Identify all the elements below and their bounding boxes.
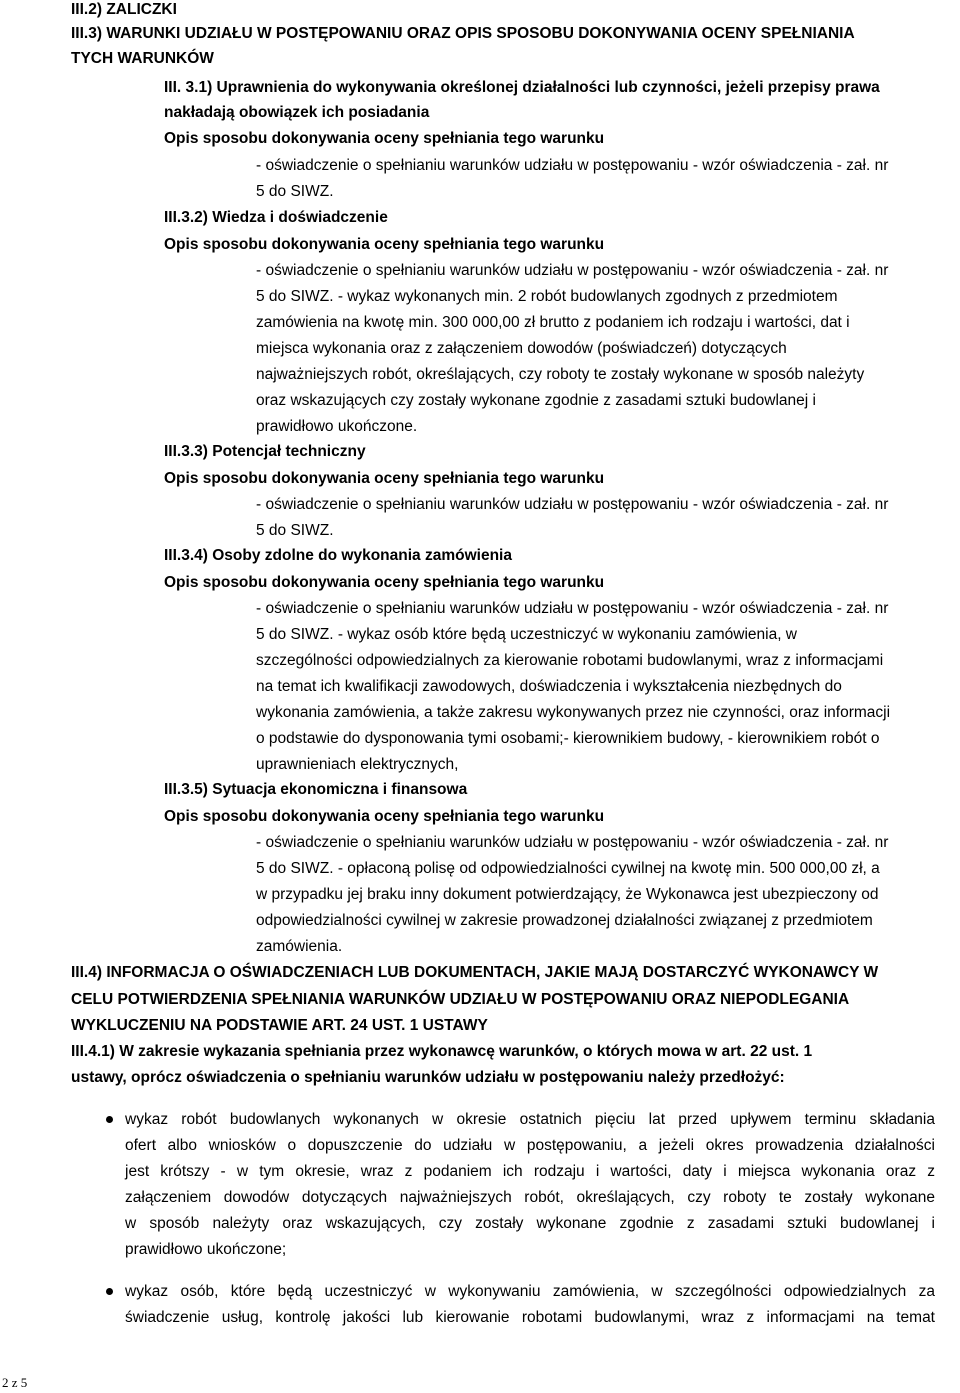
s32-text-line: prawidłowo ukończone. — [256, 418, 418, 435]
page-number: 2 z 5 — [2, 1375, 28, 1390]
s34-text-line: wykonania zamówienia, a także zakresu wykonywanych przez nie czynności, oraz informacji — [256, 704, 891, 721]
oswiadczenie-line: - oświadczenie o spełnianiu warunków udziału w postępowaniu - wzór oświadczenia - zał. nr — [256, 157, 889, 174]
s34-text-line: 5 do SIWZ. - wykaz osób które będą uczestniczyć w wykonaniu zamówienia, w — [256, 626, 798, 643]
opis-label: Opis sposobu dokonywania oceny spełniania tego warunku — [164, 236, 605, 253]
s35-text-line: 5 do SIWZ. - opłaconą polisę od odpowiedzialności cywilnej na kwotę min. 500 000,00 zł, a — [256, 860, 880, 877]
bullet-line: w sposób należyty oraz wskazujących, czy zostały wykonane zgodnie z zasadami sztuki budowlanej i — [125, 1215, 935, 1232]
bullet-line: wykaz robót budowlanych wykonanych w okresie ostatnich pięciu lat przed upływem terminu składania — [125, 1111, 935, 1128]
heading-s35: III.3.5) Sytuacja ekonomiczna i finansowa — [164, 781, 468, 798]
s35-text-line: odpowiedzialności cywilnej w zakresie prowadzonej działalności związanej z przedmiotem — [256, 912, 873, 929]
opis-label: Opis sposobu dokonywania oceny spełniania tego warunku — [164, 130, 605, 147]
oswiadczenie-line: - oświadczenie o spełnianiu warunków udziału w postępowaniu - wzór oświadczenia - zał. nr — [256, 262, 889, 279]
heading-s34: III.3.4) Osoby zdolne do wykonania zamówienia — [164, 547, 512, 564]
s32-text-line: 5 do SIWZ. - wykaz wykonanych min. 2 robót budowlanych zgodnych z przedmiotem — [256, 288, 838, 305]
bullet-line: prawidłowo ukończone; — [125, 1241, 287, 1258]
s34-text-line: uprawnieniach elektrycznych, — [256, 756, 459, 773]
heading-s41-line1: III.4.1) W zakresie wykazania spełniania przez wykonawcę warunków, o których mowa w art. 22 ust. 1 — [71, 1043, 813, 1060]
s32-text-line: oraz wskazujących czy zostały wykonane zgodnie z zasadami sztuki budowlanej i — [256, 392, 816, 409]
bullet-dot — [106, 1288, 113, 1295]
heading-s31-line1: III. 3.1) Uprawnienia do wykonywania określonej działalności lub czynności, jeżeli przepisy prawa — [164, 79, 880, 96]
s32-text-line: najważniejszych robót, określających, czy roboty te zostały wykonane w sposób należyty — [256, 366, 865, 383]
heading-s41-line2: ustawy, oprócz oświadczenia o spełnianiu warunków udziału w postępowaniu należy przedłożyć: — [71, 1069, 785, 1086]
heading-s4-line3: WYKLUCZENIU NA PODSTAWIE ART. 24 UST. 1 USTAWY — [71, 1017, 488, 1034]
s35-text-line: w przypadku jej braku inny dokument potwierdzający, że Wykonawca jest ubezpieczony od — [256, 886, 879, 903]
heading-s4-line2: CELU POTWIERDZENIA SPEŁNIANIA WARUNKÓW UDZIAŁU W POSTĘPOWANIU ORAZ NIEPODLEGANIA — [71, 991, 850, 1008]
s34-text-line: na temat ich kwalifikacji zawodowych, doświadczenia i wykształcenia niezbędnych do — [256, 678, 842, 695]
heading-s33: III.3.3) Potencjał techniczny — [164, 443, 366, 460]
oswiadczenie-line: - oświadczenie o spełnianiu warunków udziału w postępowaniu - wzór oświadczenia - zał. nr — [256, 834, 889, 851]
bullet-line: jest krótszy - w tym okresie, wraz z podaniem ich rodzaju i wartości, daty i miejsca wykonania oraz z — [125, 1163, 935, 1180]
s34-text-line: o podstawie do dysponowania tymi osobami;- kierownikiem budowy, - kierownikiem robót o — [256, 730, 880, 747]
opis-label: Opis sposobu dokonywania oceny spełniania tego warunku — [164, 470, 605, 487]
opis-label: Opis sposobu dokonywania oceny spełniania tego warunku — [164, 574, 605, 591]
siwz-line: 5 do SIWZ. — [256, 183, 334, 200]
s32-text-line: miejsca wykonania oraz z załączeniem dowodów (poświadczeń) dotyczących — [256, 340, 787, 357]
heading-zaliczki: III.2) ZALICZKI — [71, 1, 177, 18]
heading-s4-line1: III.4) INFORMACJA O OŚWIADCZENIACH LUB DOKUMENTACH, JAKIE MAJĄ DOSTARCZYĆ WYKONAWCY W — [71, 964, 879, 981]
bullet-dot — [106, 1116, 113, 1123]
heading-warunki-line1: III.3) WARUNKI UDZIAŁU W POSTĘPOWANIU ORAZ OPIS SPOSOBU DOKONYWANIA OCENY SPEŁNIANIA — [71, 25, 855, 42]
bullet-line: załączeniem dowodów dotyczących najważniejszych robót, określających, czy roboty te zostały wykonane — [125, 1189, 935, 1206]
oswiadczenie-line: - oświadczenie o spełnianiu warunków udziału w postępowaniu - wzór oświadczenia - zał. nr — [256, 600, 889, 617]
heading-warunki-line2: TYCH WARUNKÓW — [71, 50, 214, 67]
heading-s32: III.3.2) Wiedza i doświadczenie — [164, 209, 388, 226]
s34-text-line: szczególności odpowiedzialnych za kierowanie robotami budowlanymi, wraz z informacjami — [256, 652, 884, 669]
bullet-line: ofert albo wniosków o dopuszczenie do udziału w postępowaniu, a jeżeli okres prowadzenia działalności — [125, 1137, 935, 1154]
s35-text-line: zamówienia. — [256, 938, 343, 955]
oswiadczenie-line: - oświadczenie o spełnianiu warunków udziału w postępowaniu - wzór oświadczenia - zał. nr — [256, 496, 889, 513]
heading-s31-line2: nakładają obowiązek ich posiadania — [164, 104, 430, 121]
s32-text-line: zamówienia na kwotę min. 300 000,00 zł brutto z podaniem ich rodzaju i wartości, dat i — [256, 314, 850, 331]
bullet-line: wykaz osób, które będą uczestniczyć w wykonywaniu zamówienia, w szczególności odpowiedzialnych za — [125, 1283, 935, 1300]
bullet-line: świadczenie usług, kontrolę jakości lub kierowanie robotami budowlanymi, wraz z informacjami na temat — [125, 1309, 935, 1326]
opis-label: Opis sposobu dokonywania oceny spełniania tego warunku — [164, 808, 605, 825]
siwz-line: 5 do SIWZ. — [256, 522, 334, 539]
